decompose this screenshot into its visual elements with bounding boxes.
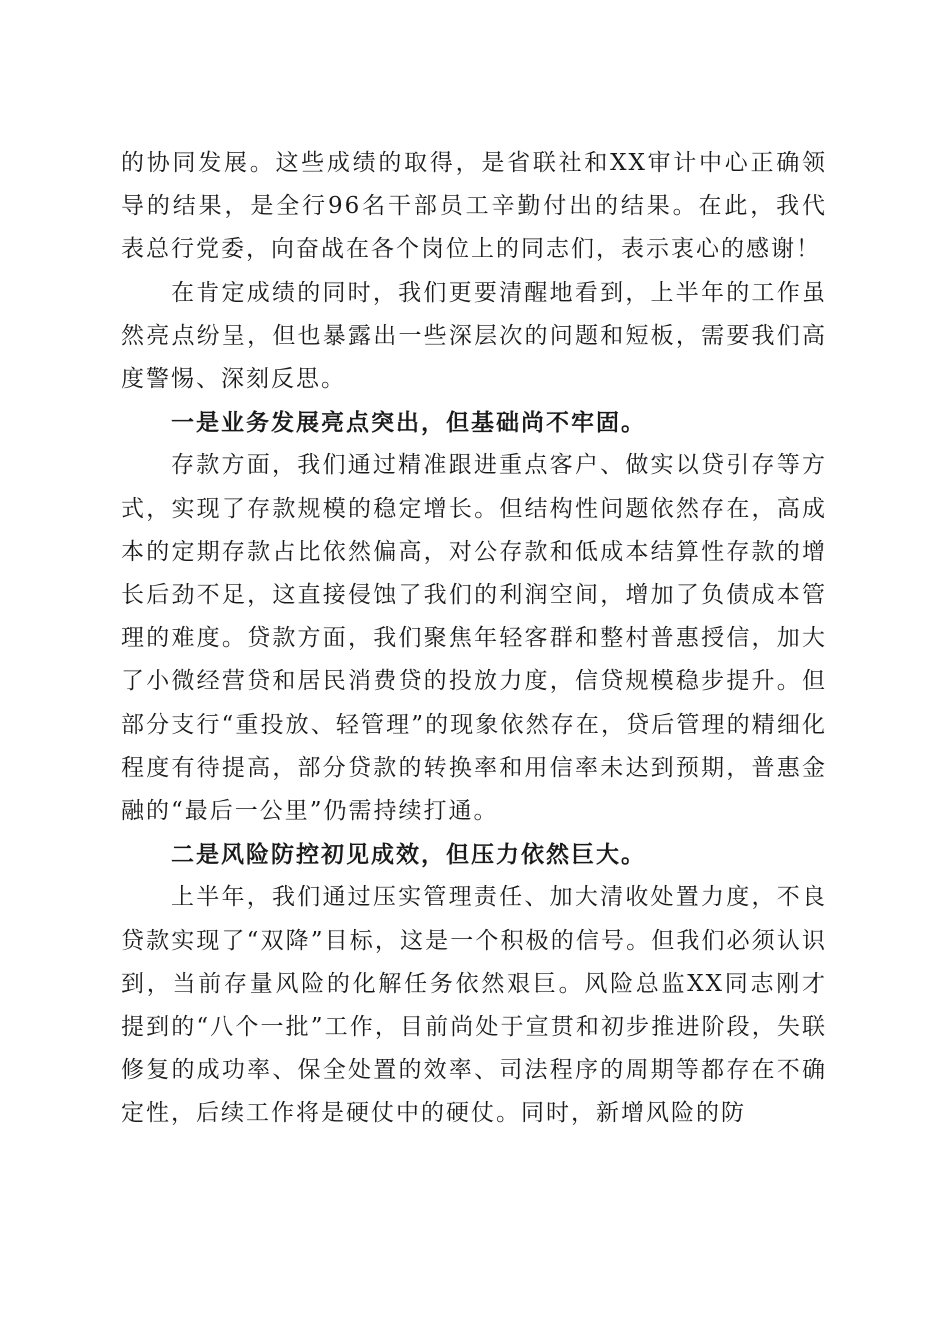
document-body: [121, 142, 827, 1136]
section-heading-1: 一是业务发展亮点突出，但基础尚不牢固。: [171, 409, 646, 437]
paragraph-body: 在肯定成绩的同时，我们更要清醒地看到，上半年的工作虽然亮点纷呈，但也暴露出一些深层次的问题和短板，需要我们高度警惕、深刻反思。: [121, 279, 827, 393]
paragraph-body: 上半年，我们通过压实管理责任、加大清收处置力度，不良贷款实现了“双降”目标，这是一个积极的信号。但我们必须认识到，当前存量风险的化解任务依然艰巨。风险总监XX同志刚才提到的“八个一批”工作，目前尚处于宣贯和初步推进阶段，失联修复的成功率、保全处置的效率、司法程序的周期等都存在不确定性，后续工作将是硬仗中的硬仗。同时，新增风险的防: [121, 884, 827, 1127]
paragraph-continuation: 的协同发展。这些成绩的取得，是省联社和XX审计中心正确领导的结果，是全行96名干部员工辛勤付出的结果。在此，我代表总行党委，向奋战在各个岗位上的同志们，表示衷心的感谢！: [121, 150, 827, 263]
section-heading-2: 二是风险防控初见成效，但压力依然巨大。: [171, 841, 646, 869]
paragraph-body: 存款方面，我们通过精准跟进重点客户、做实以贷引存等方式，实现了存款规模的稳定增长。但结构性问题依然存在，高成本的定期存款占比依然偏高，对公存款和低成本结算性存款的增长后劲不足，这直接侵蚀了我们的利润空间，增加了负债成本管理的难度。贷款方面，我们聚焦年轻客群和整村普惠授信，加大了小微经营贷和居民消费贷的投放力度，信贷规模稳步提升。但部分支行“重投放、轻管理”的现象依然存在，贷后管理的精细化程度有待提高，部分贷款的转换率和用信率未达到预期，普惠金融的“最后一公里”仍需持续打通。: [121, 452, 827, 825]
